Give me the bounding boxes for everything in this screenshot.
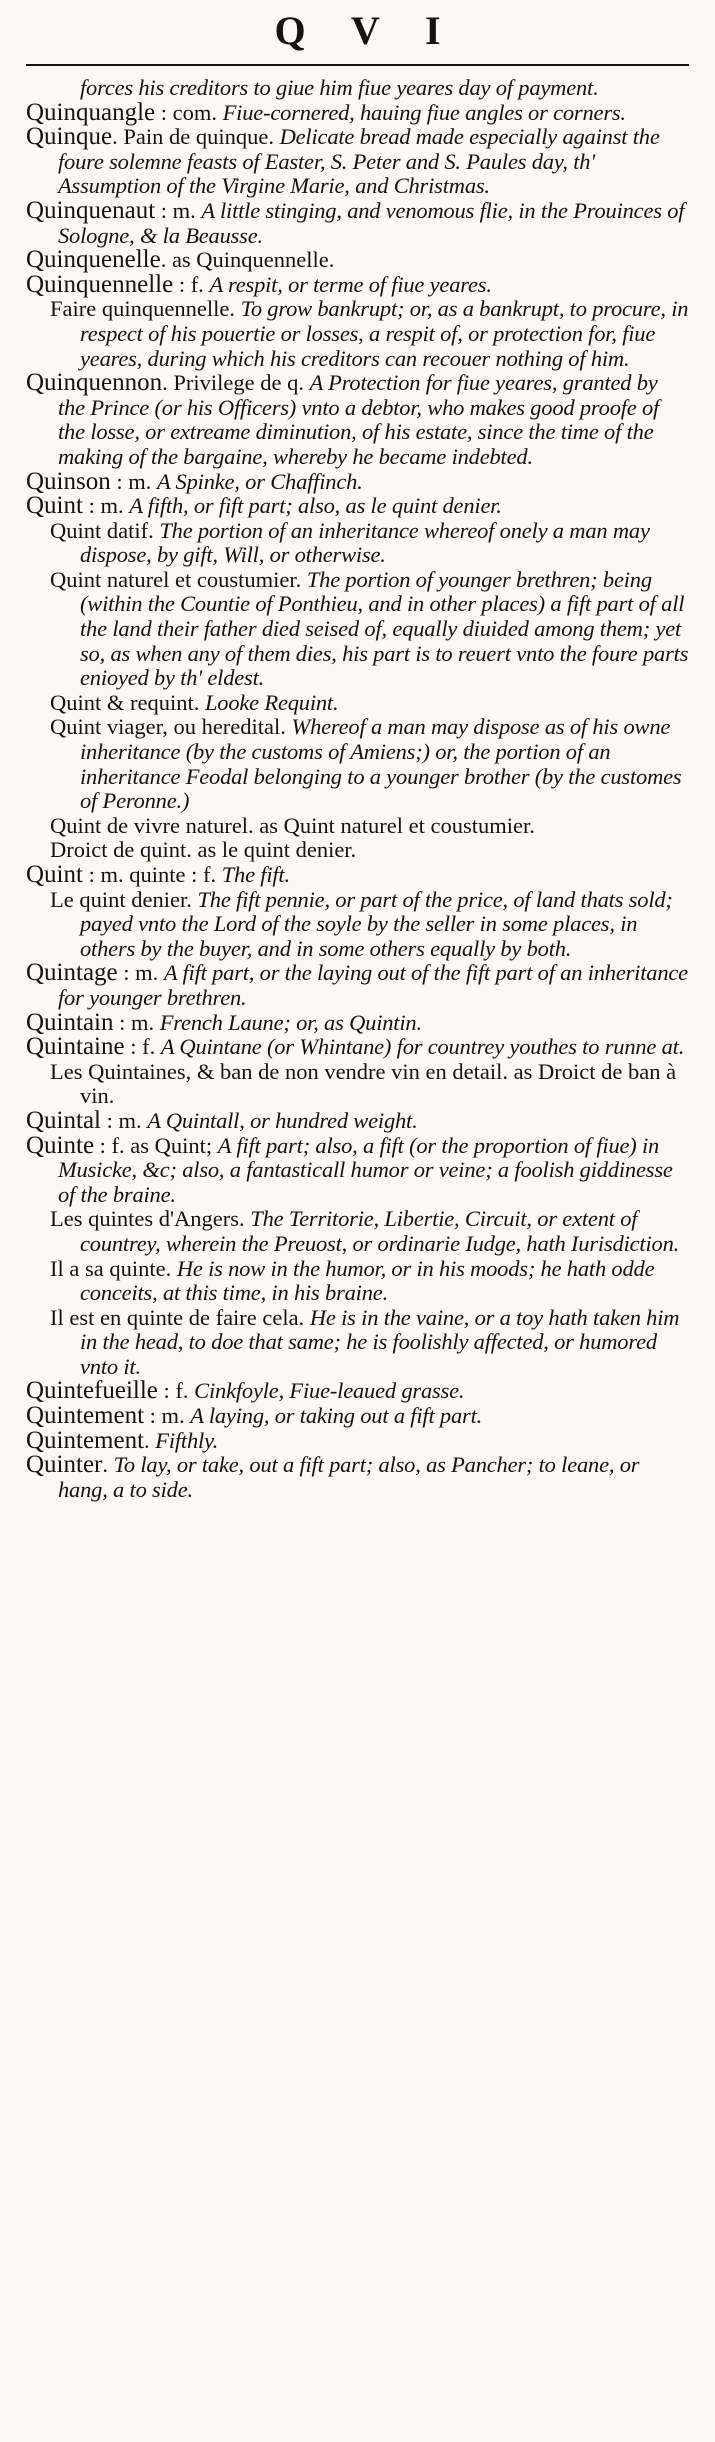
entry-english: A fift part, or the laying out of the fift part of an inheritance for younger brethren. [58,960,688,1010]
entry-english: French Laune; or, as Quintin. [159,1009,422,1035]
entry-list [26,76,689,1502]
sub-entry [26,297,689,371]
entry-french: : m. [144,1403,191,1429]
entry-english: A fifth, or fift part; also, as le quint denier. [129,493,502,519]
dictionary-entry [26,371,689,469]
dictionary-entry [26,1106,689,1134]
dictionary-entry [26,125,689,199]
entry-french: Il a sa quinte. [50,1255,177,1281]
sub-entry [26,691,689,716]
entry-french: : f. [173,271,210,297]
dictionary-entry [26,494,689,519]
dictionary-entry [26,1453,689,1502]
entry-english: Fiue-cornered, hauing fiue angles or corners. [222,99,626,125]
entry-headword: Quinquennon [26,369,163,397]
dictionary-entry [26,1035,689,1060]
page-header: Q V I [274,8,459,53]
dictionary-entry [26,196,689,248]
entry-french: Quint datif. [50,517,160,543]
entry-headword: Quinson [26,467,111,495]
entry-headword: Quintefueille [26,1377,158,1405]
entry-french: . Pain de quinque. [112,124,280,150]
entry-english: Delicate bread made especially against the foure solemne feasts of Easter, S. Peter and S. Paules day, th' Assumption of the Virgine Marie, and Christmas. [58,124,660,199]
entry-english: To grow bankrupt; or, as a bankrupt, to procure, in respect of his pouertie or losses, a respit of, or protection for, fiue yeares, during which his creditors can recouer nothing of him. [80,296,689,371]
entry-english: The portion of younger brethren; being (within the Countie of Ponthieu, and in other places) a fift part of all the land their father died seised of, equally diuided among them; yet so, as when any of them dies, his part is to reuert vnto the foure parts enioyed by th' eldest. [80,566,689,691]
entry-french: . Privilege de q. [162,370,310,396]
dictionary-entry [26,1426,689,1454]
entry-headword: Quinquenaut [26,196,156,224]
entry-english: Cinkfoyle, Fiue-leaued grasse. [194,1378,465,1404]
entry-english: A Quintane (or Whintane) for countrey youthes to runne at. [160,1034,685,1060]
entry-english: The Territorie, Libertie, Circuit, or extent of countrey, wherein the Preuost, or ordinarie Iudge, hath Iurisdiction. [80,1206,680,1256]
entry-headword: Quint [26,861,83,888]
entry-french: Les Quintaines, & ban de non vendre vin en detail. as Droict de ban à vin. [50,1058,677,1109]
dictionary-entry [26,1379,689,1404]
entry-english: He is in the vaine, or a toy hath taken him in the head, to doe that same; he is foolishly affected, or humored vnto it. [80,1304,680,1379]
entry-headword: Quintement [26,1402,145,1430]
sub-entry [26,888,689,962]
entry-french: : m. [117,960,164,986]
entry-french: Quint viager, ou heredital. [50,714,292,740]
entry-french: Quint naturel et coustumier. [50,566,307,592]
entry-english: A fift part; also, a fift (or the proportion of fiue) in Musicke, &c; also, a fantasticall humor or veine; a foolish giddinesse of the braine. [58,1132,673,1207]
entry-english: A Protection for fiue yeares, granted by the Prince (or his Officers) vnto a debtor, who makes good proofe of the losse, or extreame diminution, of his estate, since the time of the making of the bargaine, whereby he became indebted. [58,370,660,469]
entry-french: Droict de quint. as le quint denier. [50,837,357,863]
header-rule [26,64,689,66]
dictionary-entry [26,961,689,1010]
sub-entry [26,568,689,691]
entry-french: . [102,1452,114,1478]
entry-headword: Quintal [26,1106,101,1134]
entry-english: The portion of an inheritance whereof onely a man may dispose, by gift, Will, or otherwise. [80,517,650,568]
dictionary-entry [26,248,689,273]
entry-english: He is now in the humor, or in his moods; he hath odde conceits, at this time, in his braine. [80,1255,655,1306]
entry-french: : f. as Quint; [94,1132,218,1158]
sub-entry [26,1207,689,1256]
entry-english: A respit, or terme of fiue yeares. [209,271,492,297]
entry-headword: Quintage [26,959,118,987]
entry-french: Les quintes d'Angers. [50,1206,251,1232]
dictionary-entry [26,270,689,298]
sub-entry [26,715,689,813]
entry-english: A little stinging, and venomous flie, in the Prouinces of Sologne, & la Beausse. [58,197,685,248]
entry-french: : m. quinte : f. [82,862,222,887]
dictionary-entry [26,1404,689,1429]
sub-entry [26,519,689,568]
entry-english: Fifthly. [155,1427,219,1453]
entry-french: Quint de vivre naturel. as Quint naturel et coustumier. [50,812,535,838]
entry-french: : m. [101,1107,148,1133]
entry-english: To lay, or take, out a fift part; also, as Pancher; to leane, or hang, a to side. [58,1452,640,1502]
entry-french: : m. [155,197,202,223]
entry-french: Faire quinquennelle. [50,296,241,322]
entry-headword: Quintement [26,1426,145,1454]
entry-english: Whereof a man may dispose as of his owne inheritance (by the customs of Amiens;) or, the portion of an inheritance Feodal belonging to a younger brother (by the customes of Peronne.) [80,714,682,814]
entry-english: forces his creditors to giue him fiue yeares day of payment. [80,75,599,100]
entry-french: Il est en quinte de faire cela. [50,1304,310,1330]
continued-entry [26,76,689,101]
entry-headword: Quinter [26,1451,103,1479]
entry-headword: Quint [26,492,83,520]
entry-headword: Quintaine [26,1033,125,1061]
entry-french: . [144,1427,156,1453]
entry-english: Looke Requint. [204,689,339,715]
entry-french: : m. [113,1009,160,1035]
entry-headword: Quinque [26,123,113,151]
sub-entry [26,838,689,863]
entry-headword: Quinquennelle [26,270,174,298]
entry-french: : f. [124,1034,161,1060]
entry-french: : f. [157,1378,195,1404]
sub-entry [26,1257,689,1306]
sub-entry [26,1306,689,1380]
entry-french: : m. [82,493,130,519]
entry-english: A laying, or taking out a fift part. [190,1403,483,1429]
dictionary-entry [26,98,689,126]
sub-entry [26,1060,689,1109]
entry-french: . as Quinquennelle. [160,247,335,273]
entry-english: A Quintall, or hundred weight. [147,1107,418,1133]
dictionary-entry [26,467,689,495]
entry-french: Quint & requint. [50,689,205,715]
entry-english: The fift. [221,862,290,887]
entry-english: A Spinke, or Chaffinch. [157,468,363,494]
entry-headword: Quintain [26,1008,114,1036]
entry-headword: Quinquangle [26,98,156,126]
entry-french: : com. [155,99,223,125]
entry-headword: Quinte [26,1131,95,1159]
entry-french: : m. [110,468,157,494]
sub-entry [26,814,689,839]
dictionary-entry [26,863,689,888]
entry-english: The fift pennie, or part of the price, of land thats sold; payed vnto the Lord of the soyle by the seller in some places, in others by the buyer, and in some others equally by both. [80,886,673,961]
dictionary-entry [26,1008,689,1036]
dictionary-entry [26,1131,689,1208]
entry-headword: Quinquenelle [26,246,161,274]
entry-french: Le quint denier. [50,886,198,912]
